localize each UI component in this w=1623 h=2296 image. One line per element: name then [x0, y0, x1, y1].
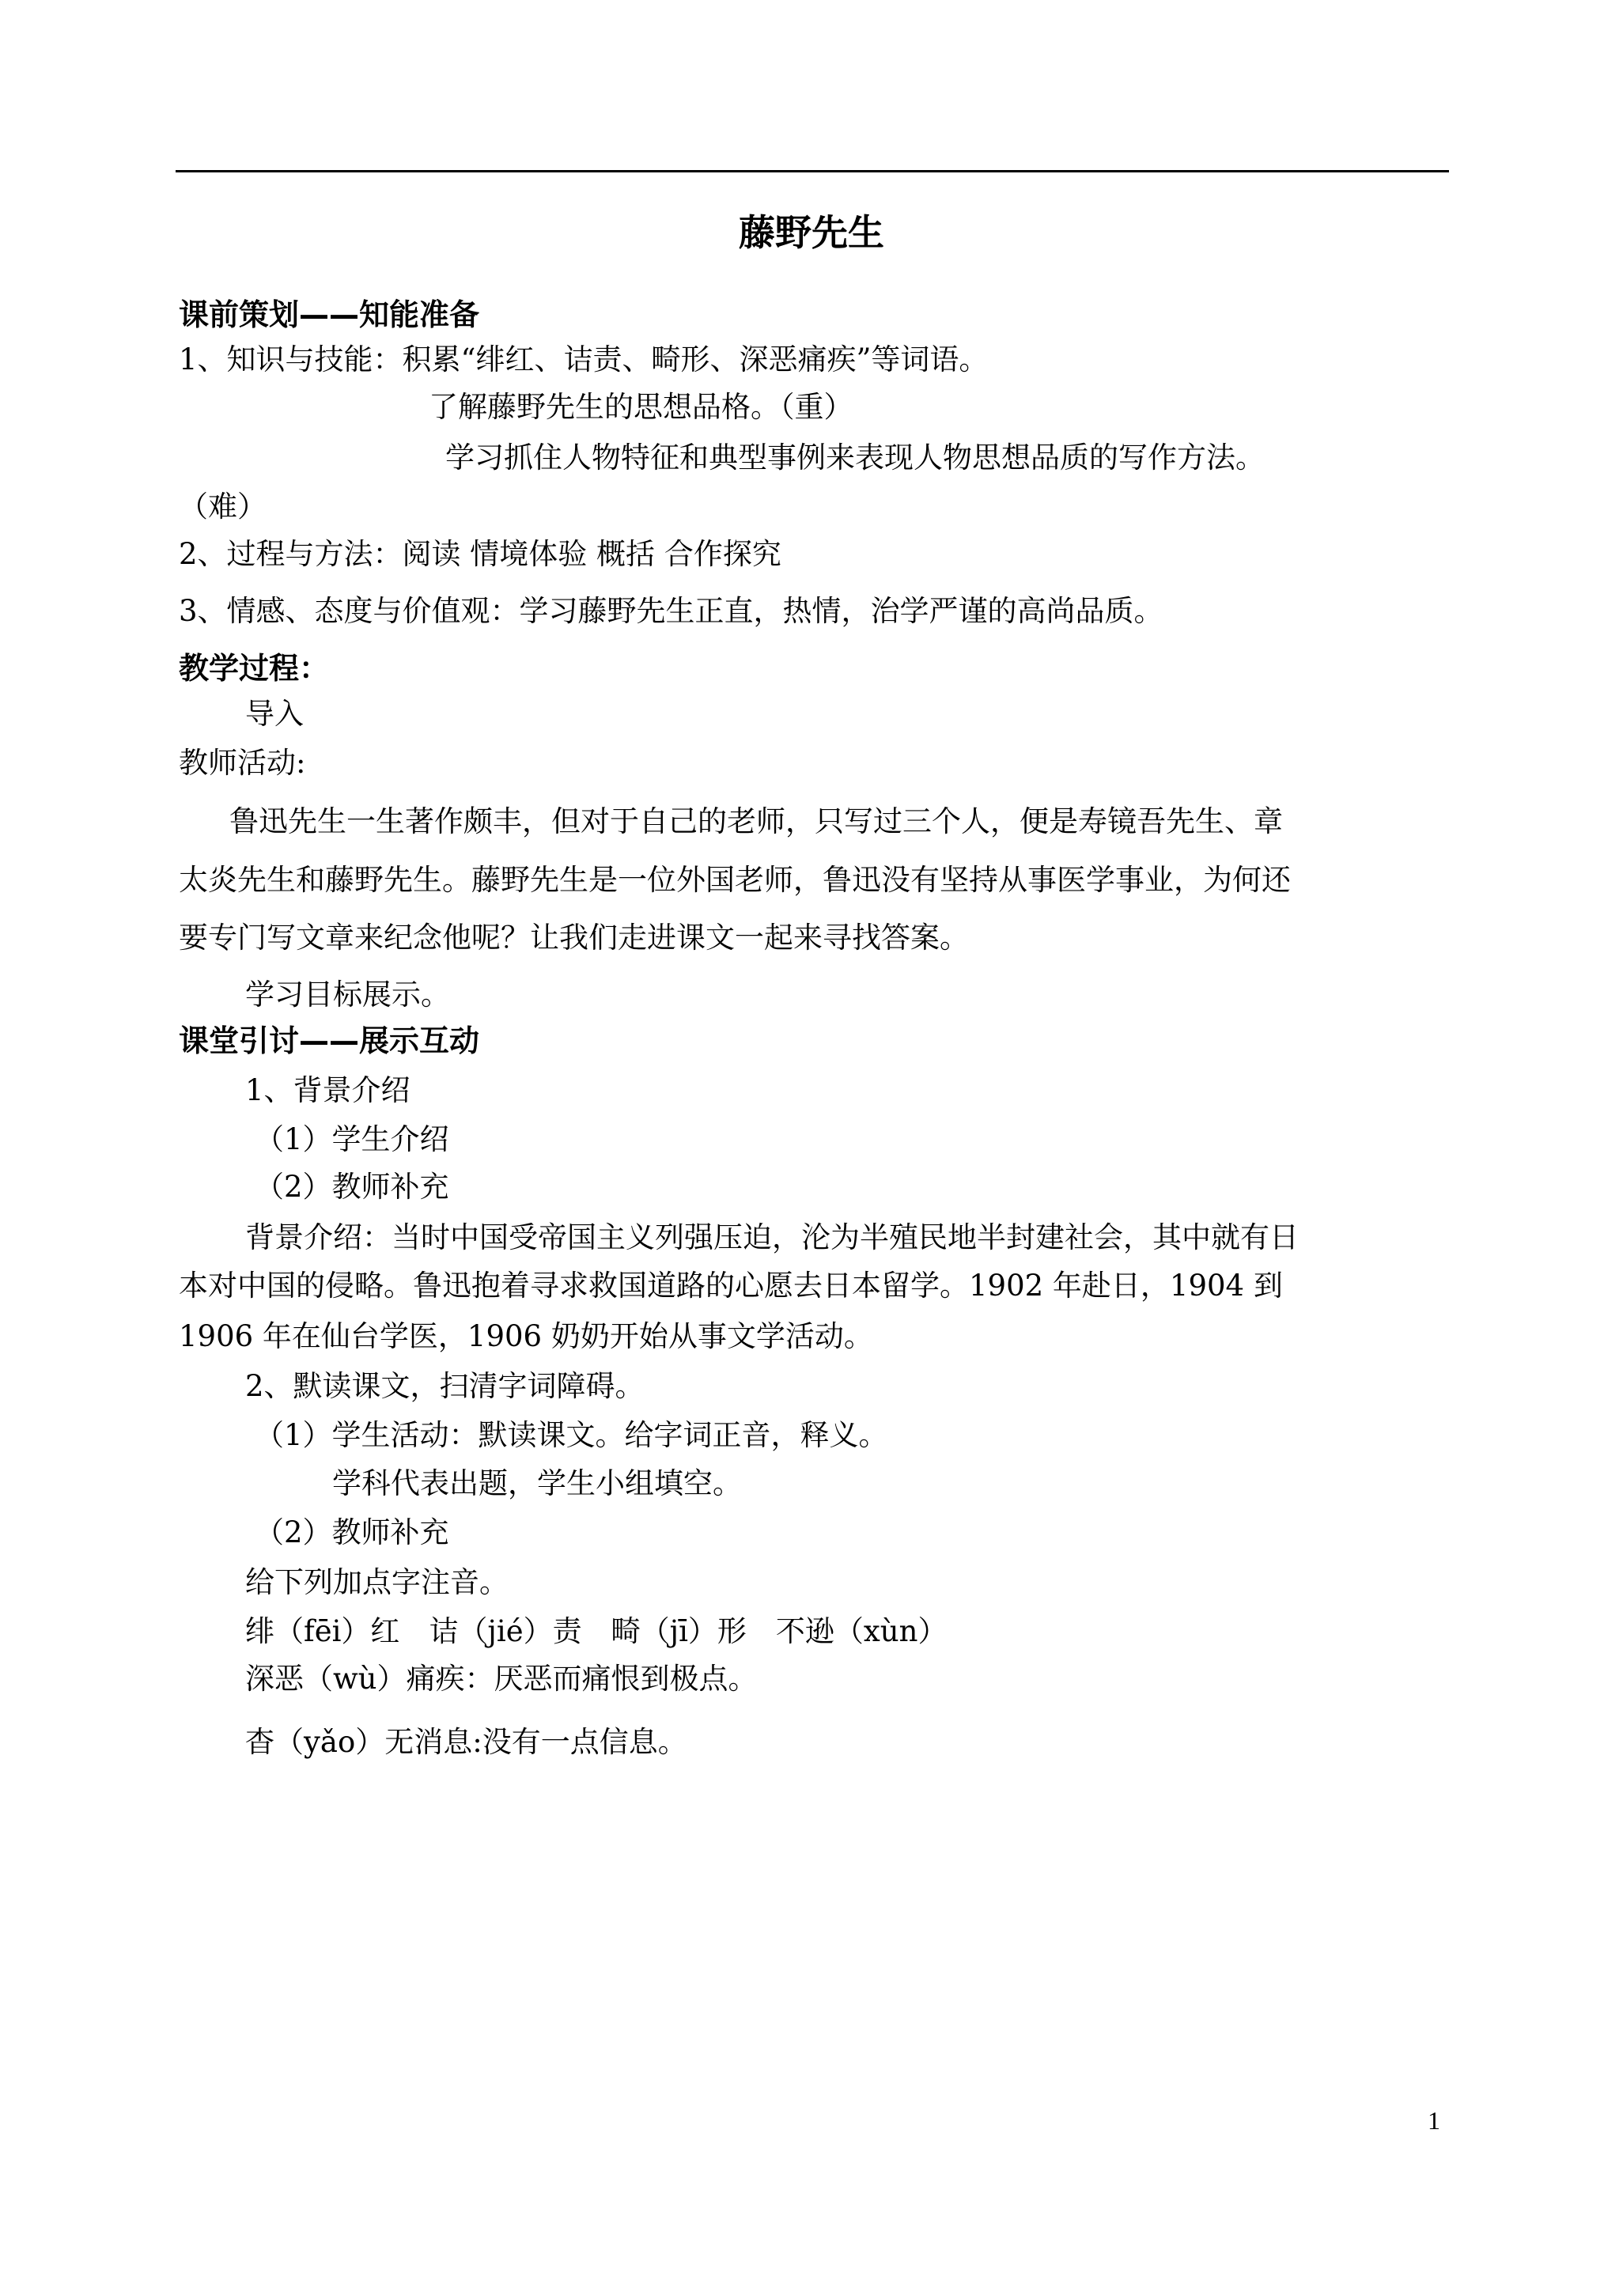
page-number: 1: [1428, 2106, 1440, 2135]
text-line: 学科代表出题，学生小组填空。: [332, 1466, 742, 1500]
text-line: 2、默读课文，扫清字词障碍。: [245, 1369, 645, 1403]
text-line: 鲁迅先生一生著作颇丰，但对于自己的老师，只写过三个人，便是寿镜吾先生、章: [229, 804, 1283, 838]
section-heading-class: 课堂引讨——展示互动: [179, 1023, 480, 1058]
text-line: （2）教师补充: [255, 1170, 449, 1204]
text-line: 3、情感、态度与价值观：学习藤野先生正直，热情，治学严谨的高尚品质。: [179, 594, 1163, 628]
text-line: 杳（yǎo）无消息:没有一点信息。: [245, 1725, 687, 1759]
text-line: 1906 年在仙台学医，1906 奶奶开始从事文学活动。: [179, 1319, 873, 1353]
text-line: 学习抓住人物特征和典型事例来表现人物思想品质的写作方法。: [445, 441, 1265, 475]
text-line: 本对中国的侵略。鲁迅抱着寻求救国道路的心愿去日本留学。1902 年赴日，1904 到: [179, 1269, 1283, 1303]
text-line: 导入: [245, 697, 304, 731]
text-line: （2）教师补充: [255, 1515, 449, 1549]
text-line: 教师活动:: [179, 746, 306, 780]
section-heading-prep: 课前策划——知能准备: [179, 297, 480, 332]
text-line: （1）学生介绍: [255, 1122, 449, 1156]
text-line: 太炎先生和藤野先生。藤野先生是一位外国老师，鲁迅没有坚持从事医学事业，为何还: [179, 863, 1291, 897]
text-line: （难）: [179, 490, 267, 524]
page-title: 藤野先生: [739, 211, 884, 254]
text-line: 绯（fēi）红 诘（jié）责 畸（jī）形 不逊（xùn）: [245, 1614, 948, 1648]
text-line: 给下列加点字注音。: [245, 1565, 509, 1599]
text-line: 要专门写文章来纪念他呢？让我们走进课文一起来寻找答案。: [179, 921, 969, 955]
text-line: 了解藤野先生的思想品格。（重）: [429, 390, 853, 424]
text-line: 1、背景介绍: [245, 1073, 410, 1107]
text-line: （1）学生活动：默读课文。给字词正音，释义。: [255, 1418, 888, 1452]
text-line: 2、过程与方法：阅读 情境体验 概括 合作探究: [179, 537, 781, 571]
text-line: 1、知识与技能：积累“绯红、诘责、畸形、深恶痛疾”等词语。: [179, 342, 989, 376]
text-line: 背景介绍：当时中国受帝国主义列强压迫，沦为半殖民地半封建社会，其中就有日: [245, 1220, 1299, 1254]
text-line: 学习目标展示。: [245, 978, 450, 1012]
section-heading-process: 教学过程：: [179, 651, 330, 686]
header-rule: [176, 170, 1449, 172]
text-line: 深恶（wù）痛疾：厌恶而痛恨到极点。: [245, 1662, 758, 1696]
